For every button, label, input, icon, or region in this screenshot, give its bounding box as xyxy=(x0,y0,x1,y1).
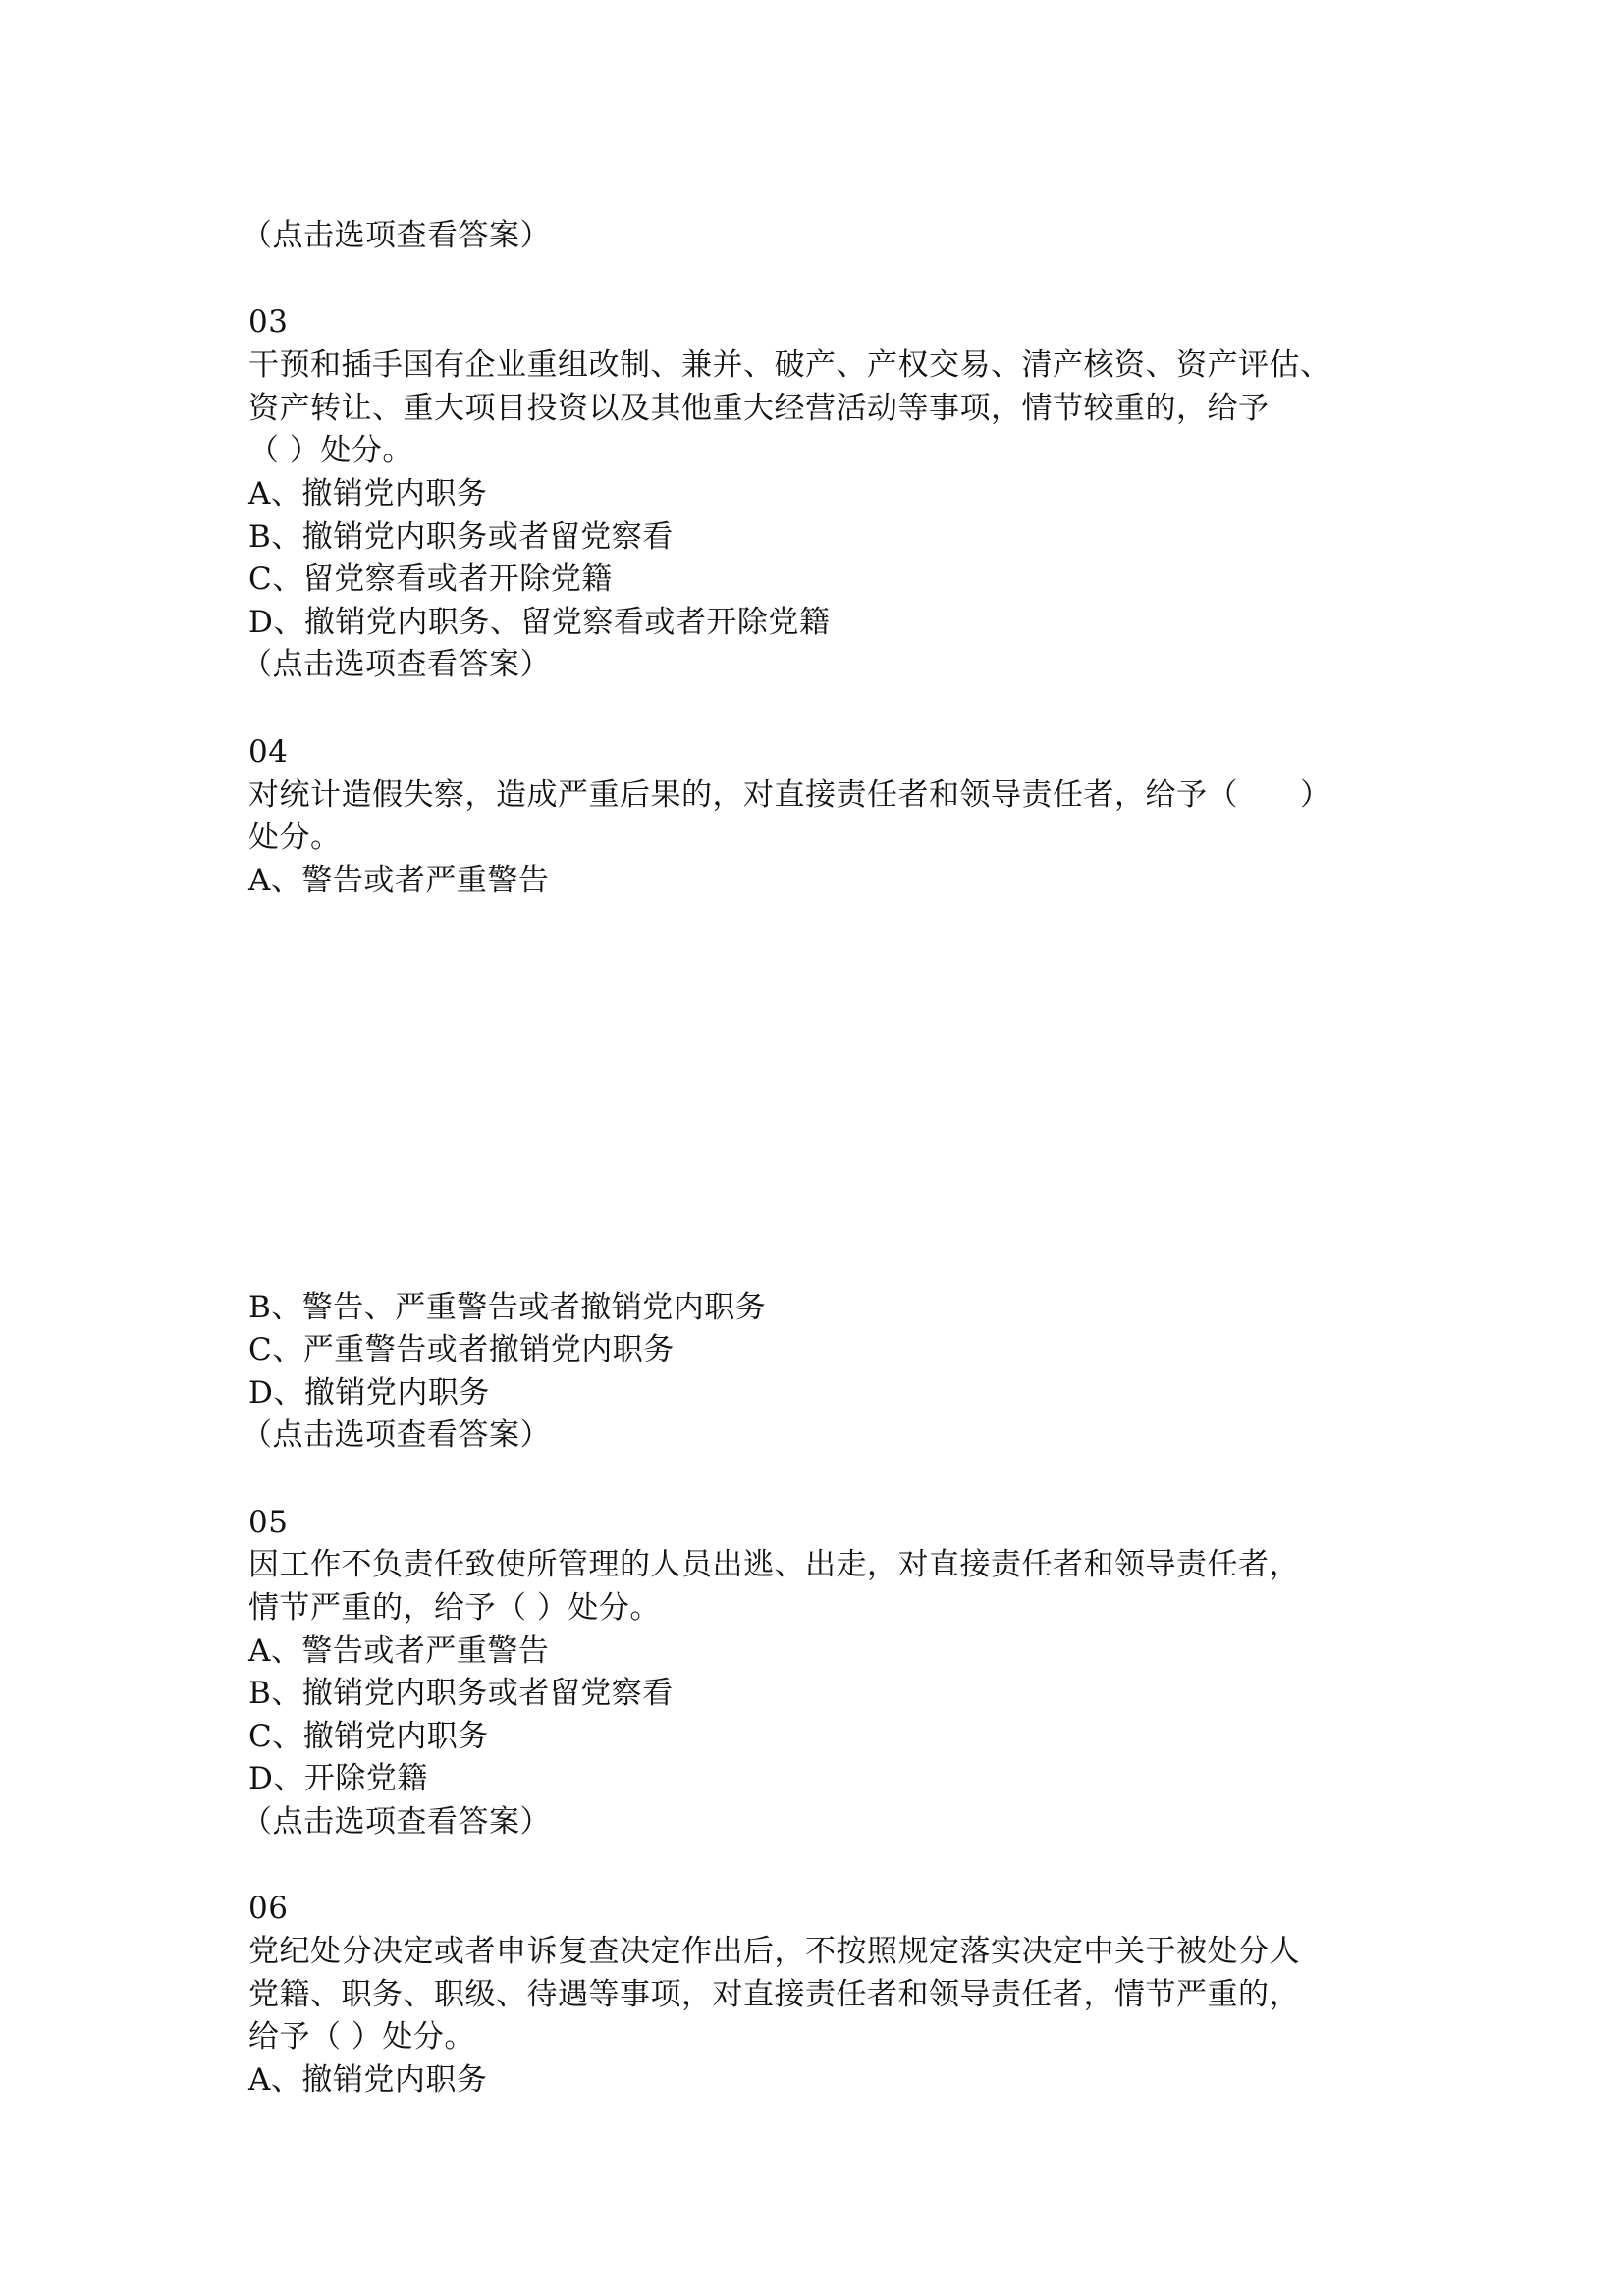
question-stem-line: 因工作不负责任致使所管理的人员出逃、出走，对直接责任者和领导责任者， xyxy=(248,1547,1300,1582)
question-stem-line: 党籍、职务、职级、待遇等事项，对直接责任者和领导责任者，情节严重的， xyxy=(248,1977,1300,2012)
option-c[interactable]: C、留党察看或者开除党籍 xyxy=(248,561,613,597)
answer-hint[interactable]: （点击选项查看答案） xyxy=(242,1417,551,1453)
question-stem-line: 资产转让、重大项目投资以及其他重大经营活动等事项，情节较重的，给予 xyxy=(248,391,1270,426)
answer-hint[interactable]: （点击选项查看答案） xyxy=(242,647,551,682)
question-stem-line: 处分。 xyxy=(248,820,342,855)
option-c[interactable]: C、严重警告或者撤销党内职务 xyxy=(248,1332,675,1367)
option-a[interactable]: A、撤销党内职务 xyxy=(248,2062,488,2098)
question-stem-line: 干预和插手国有企业重组改制、兼并、破产、产权交易、清产核资、资产评估、 xyxy=(248,347,1331,383)
question-stem-line: 对统计造假失察，造成严重后果的，对直接责任者和领导责任者，给予（ ） xyxy=(248,777,1331,813)
option-c[interactable]: C、撤销党内职务 xyxy=(248,1719,489,1754)
answer-hint[interactable]: （点击选项查看答案） xyxy=(242,1804,551,1840)
question-stem-line: 情节严重的，给予（ ）处分。 xyxy=(248,1590,661,1626)
question-number: 03 xyxy=(248,304,289,340)
question-stem-line: 给予（ ）处分。 xyxy=(248,2019,475,2055)
option-a[interactable]: A、撤销党内职务 xyxy=(248,476,488,511)
question-number: 05 xyxy=(248,1505,289,1540)
option-d[interactable]: D、撤销党内职务、留党察看或者开除党籍 xyxy=(248,605,831,640)
option-d[interactable]: D、撤销党内职务 xyxy=(248,1375,490,1411)
option-a[interactable]: A、警告或者严重警告 xyxy=(248,1633,550,1669)
question-number: 04 xyxy=(248,734,289,770)
question-stem-line: 党纪处分决定或者申诉复查决定作出后，不按照规定落实决定中关于被处分人 xyxy=(248,1934,1300,1969)
answer-hint[interactable]: （点击选项查看答案） xyxy=(242,218,551,253)
option-b[interactable]: B、警告、严重警告或者撤销党内职务 xyxy=(248,1290,767,1325)
question-number: 06 xyxy=(248,1891,289,1926)
option-d[interactable]: D、开除党籍 xyxy=(248,1761,428,1796)
option-a[interactable]: A、警告或者严重警告 xyxy=(248,863,550,898)
option-b[interactable]: B、撤销党内职务或者留党察看 xyxy=(248,519,674,555)
option-b[interactable]: B、撤销党内职务或者留党察看 xyxy=(248,1676,674,1711)
question-stem-line: （ ）处分。 xyxy=(248,433,413,468)
